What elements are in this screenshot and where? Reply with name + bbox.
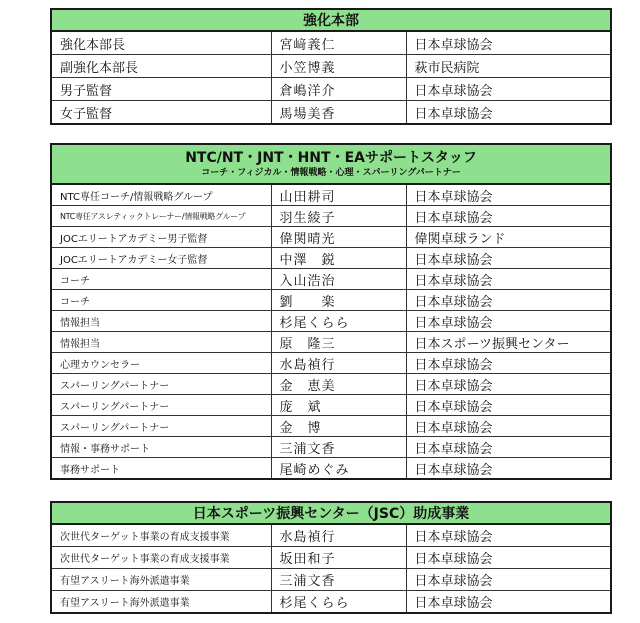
name-cell: 倉嶋洋介 <box>271 78 406 101</box>
name-cell: 劉 楽 <box>271 290 406 311</box>
role-cell: 有望アスリート海外派遣事業 <box>51 569 271 591</box>
org-cell: 日本卓球協会 <box>406 290 611 311</box>
section-kyouka-honbu <box>50 8 612 125</box>
org-cell: 日本卓球協会 <box>406 101 611 125</box>
name-cell: 坂田和子 <box>271 547 406 569</box>
org-cell: 偉関卓球ランド <box>406 227 611 248</box>
name-cell: 偉関晴光 <box>271 227 406 248</box>
table-row <box>51 416 611 437</box>
name-cell: 宮﨑義仁 <box>271 31 406 55</box>
role-cell: JOCエリートアカデミー男子監督 <box>51 227 271 248</box>
section-jsc-grant <box>50 501 612 614</box>
table-row <box>51 353 611 374</box>
org-cell: 日本卓球協会 <box>406 591 611 614</box>
org-cell: 日本スポーツ振興センター <box>406 332 611 353</box>
name-cell: 杉尾くらら <box>271 311 406 332</box>
role-cell: 男子監督 <box>51 78 271 101</box>
section-support-staff <box>50 143 612 480</box>
org-cell: 日本卓球協会 <box>406 547 611 569</box>
table-row <box>51 101 611 125</box>
table-row <box>51 437 611 458</box>
name-cell: 庞 斌 <box>271 395 406 416</box>
name-cell: 水島禎行 <box>271 524 406 547</box>
section1-title: 強化本部 <box>51 9 611 31</box>
table-row <box>51 569 611 591</box>
role-cell: 情報担当 <box>51 332 271 353</box>
table-row <box>51 227 611 248</box>
org-cell: 日本卓球協会 <box>406 311 611 332</box>
role-cell: スパーリングパートナー <box>51 416 271 437</box>
name-cell: 羽生綾子 <box>271 206 406 227</box>
org-cell: 日本卓球協会 <box>406 524 611 547</box>
name-cell: 水島禎行 <box>271 353 406 374</box>
org-cell: 日本卓球協会 <box>406 78 611 101</box>
table-row <box>51 547 611 569</box>
table-row <box>51 269 611 290</box>
role-cell: NTC専任コーチ/情報戦略グループ <box>51 184 271 206</box>
org-cell: 日本卓球協会 <box>406 395 611 416</box>
role-cell: 心理カウンセラー <box>51 353 271 374</box>
table-row <box>51 290 611 311</box>
name-cell: 馬場美香 <box>271 101 406 125</box>
name-cell: 三浦文香 <box>271 569 406 591</box>
role-cell: スパーリングパートナー <box>51 395 271 416</box>
table-row <box>51 374 611 395</box>
name-cell: 杉尾くらら <box>271 591 406 614</box>
table-row <box>51 591 611 614</box>
table-row <box>51 78 611 101</box>
org-cell: 日本卓球協会 <box>406 353 611 374</box>
table-row <box>51 395 611 416</box>
role-cell: JOCエリートアカデミー女子監督 <box>51 248 271 269</box>
org-cell: 日本卓球協会 <box>406 206 611 227</box>
org-cell: 日本卓球協会 <box>406 416 611 437</box>
org-cell: 日本卓球協会 <box>406 31 611 55</box>
name-cell: 原 隆三 <box>271 332 406 353</box>
table-row <box>51 248 611 269</box>
name-cell: 入山浩治 <box>271 269 406 290</box>
table-row <box>51 184 611 206</box>
table-row <box>51 332 611 353</box>
role-cell: コーチ <box>51 290 271 311</box>
org-cell: 萩市民病院 <box>406 55 611 78</box>
table-row <box>51 458 611 480</box>
role-cell: 情報担当 <box>51 311 271 332</box>
org-cell: 日本卓球協会 <box>406 569 611 591</box>
name-cell: 山田耕司 <box>271 184 406 206</box>
table-row <box>51 524 611 547</box>
name-cell: 中澤 鋭 <box>271 248 406 269</box>
name-cell: 金 博 <box>271 416 406 437</box>
org-cell: 日本卓球協会 <box>406 248 611 269</box>
role-cell: 副強化本部長 <box>51 55 271 78</box>
role-cell: 有望アスリート海外派遣事業 <box>51 591 271 614</box>
section2-title: NTC/NT・JNT・HNT・EAサポートスタッフ <box>185 150 477 166</box>
org-cell: 日本卓球協会 <box>406 269 611 290</box>
role-cell: 女子監督 <box>51 101 271 125</box>
role-cell: コーチ <box>51 269 271 290</box>
name-cell: 尾崎めぐみ <box>271 458 406 480</box>
role-cell: 次世代ターゲット事業の育成支援事業 <box>51 547 271 569</box>
org-cell: 日本卓球協会 <box>406 184 611 206</box>
role-cell: 次世代ターゲット事業の育成支援事業 <box>51 524 271 547</box>
role-cell: スパーリングパートナー <box>51 374 271 395</box>
table-row <box>51 55 611 78</box>
org-cell: 日本卓球協会 <box>406 458 611 480</box>
role-cell: 事務サポート <box>51 458 271 480</box>
section3-title: 日本スポーツ振興センター（JSC）助成事業 <box>51 502 611 524</box>
role-cell: 強化本部長 <box>51 31 271 55</box>
section2-subtitle: コーチ・フィジカル・情報戦略・心理・スパーリングパートナー <box>201 168 461 178</box>
table-row <box>51 311 611 332</box>
name-cell: 三浦文香 <box>271 437 406 458</box>
section2-header <box>51 144 611 184</box>
role-cell: NTC専任アスレティックトレーナー/情報戦略グループ <box>51 206 271 227</box>
table-row <box>51 206 611 227</box>
table-row <box>51 31 611 55</box>
org-cell: 日本卓球協会 <box>406 437 611 458</box>
name-cell: 金 恵美 <box>271 374 406 395</box>
org-cell: 日本卓球協会 <box>406 374 611 395</box>
name-cell: 小笠博義 <box>271 55 406 78</box>
role-cell: 情報・事務サポート <box>51 437 271 458</box>
